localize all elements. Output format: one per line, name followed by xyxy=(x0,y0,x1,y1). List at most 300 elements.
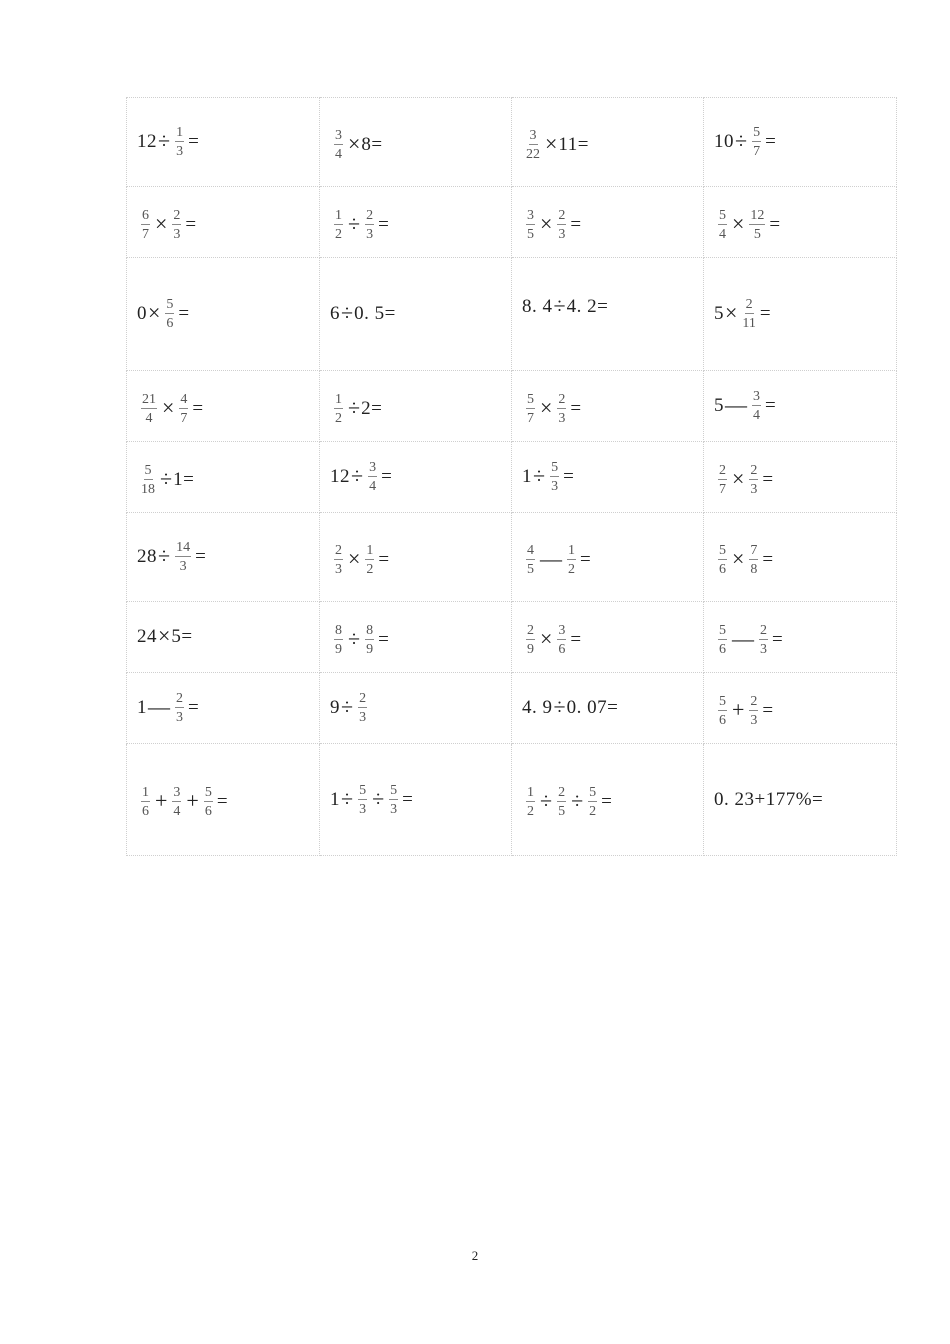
math-expression xyxy=(714,208,781,242)
operator: + xyxy=(155,788,168,813)
number-text: = xyxy=(570,397,582,419)
problem-row xyxy=(127,371,897,442)
fraction xyxy=(557,623,566,657)
number-text: 1 xyxy=(330,788,340,810)
number-text: 4. 9 xyxy=(522,697,553,718)
math-expression xyxy=(330,691,371,725)
fraction xyxy=(141,463,155,497)
fraction xyxy=(175,540,191,574)
number-text: = xyxy=(185,213,197,235)
fraction-numerator: 5 xyxy=(144,462,152,478)
problem-cell xyxy=(320,258,512,371)
fraction-denominator: 18 xyxy=(141,481,155,497)
number-text: = xyxy=(216,791,229,812)
fraction xyxy=(526,392,535,426)
problem-cell xyxy=(512,187,704,258)
problem-row xyxy=(127,513,897,602)
fraction-denominator: 2 xyxy=(568,561,575,577)
number-text: = xyxy=(769,213,781,235)
problem-cell xyxy=(704,258,897,371)
fraction-numerator: 1 xyxy=(568,542,575,558)
operator: × xyxy=(732,210,745,236)
fraction-denominator: 3 xyxy=(359,710,367,725)
number-text: = xyxy=(580,548,592,570)
fraction-denominator: 4 xyxy=(173,804,181,819)
fraction-denominator: 9 xyxy=(527,641,534,657)
fraction xyxy=(365,543,374,577)
number-text: = xyxy=(570,213,582,235)
number-text: = xyxy=(762,548,774,570)
fraction xyxy=(141,785,150,819)
math-expression xyxy=(522,128,589,162)
fraction-numerator: 3 xyxy=(173,785,181,800)
fraction-numerator: 2 xyxy=(719,462,726,478)
number-text: 8= xyxy=(361,133,383,155)
fraction-denominator: 4 xyxy=(719,226,726,242)
operator: ÷ xyxy=(348,394,361,420)
problem-cell xyxy=(704,513,897,602)
fraction xyxy=(172,785,181,819)
problem-cell xyxy=(127,673,320,744)
fraction xyxy=(718,694,727,728)
number-text: = xyxy=(772,628,784,650)
fraction-numerator: 5 xyxy=(589,785,597,800)
fraction-denominator: 3 xyxy=(558,410,566,426)
fraction-denominator: 22 xyxy=(526,146,540,162)
fraction-numerator: 2 xyxy=(558,391,566,407)
problem-cell xyxy=(512,258,704,371)
math-expression xyxy=(137,125,199,159)
fraction-numerator: 5 xyxy=(527,391,534,407)
problem-grid-body xyxy=(127,98,897,856)
fraction xyxy=(204,785,213,819)
fraction-numerator: 8 xyxy=(366,622,374,638)
math-expression xyxy=(522,392,582,426)
operator: × xyxy=(155,210,168,236)
fraction-denominator: 3 xyxy=(335,561,342,577)
problem-row xyxy=(127,98,897,187)
fraction xyxy=(526,543,535,577)
problem-cell xyxy=(320,602,512,673)
fraction-denominator: 7 xyxy=(142,226,149,242)
number-text: = xyxy=(378,628,390,650)
problem-cell xyxy=(127,371,320,442)
math-expression xyxy=(137,624,193,650)
fraction-denominator: 9 xyxy=(366,641,374,657)
math-expression xyxy=(714,694,774,728)
fraction-numerator: 3 xyxy=(558,622,566,638)
fraction xyxy=(749,463,758,497)
fraction xyxy=(175,125,184,159)
problem-cell xyxy=(320,744,512,856)
fraction-denominator: 5 xyxy=(527,226,534,242)
fraction-denominator: 3 xyxy=(359,801,367,817)
fraction xyxy=(334,128,343,162)
operator: ÷ xyxy=(348,210,361,236)
fraction-denominator: 5 xyxy=(558,804,566,819)
math-expression xyxy=(330,543,390,577)
fraction xyxy=(358,783,367,817)
fraction xyxy=(175,691,184,725)
math-expression xyxy=(714,543,774,577)
fraction xyxy=(334,623,343,657)
math-expression xyxy=(137,463,194,497)
math-expression xyxy=(137,540,206,574)
fraction-numerator: 2 xyxy=(335,542,342,558)
fraction xyxy=(759,623,768,657)
fraction-numerator: 5 xyxy=(753,125,761,140)
math-expression xyxy=(714,125,776,159)
fraction xyxy=(165,297,174,331)
operator: ÷ xyxy=(341,694,354,719)
number-text: 9 xyxy=(330,697,340,718)
number-text: = xyxy=(762,699,774,721)
operator: × xyxy=(545,130,558,156)
number-text: 1= xyxy=(173,468,195,490)
fraction xyxy=(179,392,188,426)
fraction xyxy=(718,543,727,577)
number-text: 5 xyxy=(714,395,724,416)
operator: × xyxy=(348,545,361,571)
operator: ÷ xyxy=(341,300,354,325)
number-text: 2= xyxy=(361,397,383,419)
fraction xyxy=(526,208,535,242)
operator: × xyxy=(158,623,171,648)
fraction-numerator: 2 xyxy=(760,622,767,638)
problem-row xyxy=(127,602,897,673)
fraction-numerator: 5 xyxy=(719,207,726,223)
problem-cell xyxy=(127,98,320,187)
operator: ÷ xyxy=(735,128,748,153)
fraction-denominator: 3 xyxy=(366,226,374,242)
fraction-denominator: 5 xyxy=(527,561,534,577)
problem-cell xyxy=(512,744,704,856)
number-text: = xyxy=(192,397,204,419)
number-text: = xyxy=(178,303,190,324)
problem-cell xyxy=(127,744,320,856)
operator: ÷ xyxy=(158,128,171,153)
fraction-numerator: 2 xyxy=(745,297,753,312)
fraction xyxy=(752,125,761,159)
fraction-numerator: 5 xyxy=(166,297,174,312)
number-text: = xyxy=(570,628,582,650)
fraction-denominator: 3 xyxy=(176,144,184,159)
problem-row xyxy=(127,187,897,258)
fraction xyxy=(526,785,535,819)
fraction xyxy=(334,392,343,426)
operator: ÷ xyxy=(158,543,171,568)
operator: ÷ xyxy=(533,463,546,488)
operator: ÷ xyxy=(348,625,361,651)
fraction xyxy=(172,208,181,242)
fraction-numerator: 2 xyxy=(558,207,566,223)
number-text: 5= xyxy=(171,626,193,647)
fraction-numerator: 3 xyxy=(529,127,537,143)
problem-row xyxy=(127,673,897,744)
problem-row xyxy=(127,442,897,513)
fraction-denominator: 3 xyxy=(176,710,183,725)
fraction-numerator: 6 xyxy=(142,207,149,223)
math-expression xyxy=(137,785,228,819)
fraction-denominator: 3 xyxy=(750,481,758,497)
operator: — xyxy=(540,545,562,571)
fraction xyxy=(718,208,727,242)
number-text: = xyxy=(188,131,200,152)
math-expression xyxy=(522,623,582,657)
number-text: 11= xyxy=(558,133,589,155)
fraction xyxy=(718,463,727,497)
fraction xyxy=(557,785,566,819)
number-text: 1 xyxy=(137,697,147,718)
number-text: 4. 2= xyxy=(566,296,609,317)
fraction xyxy=(334,543,343,577)
operator: ÷ xyxy=(540,788,553,813)
fraction-numerator: 5 xyxy=(719,622,726,638)
fraction-denominator: 4 xyxy=(369,479,377,494)
fraction-denominator: 9 xyxy=(335,641,342,657)
fraction-numerator: 2 xyxy=(366,207,374,223)
number-text: = xyxy=(762,468,774,490)
fraction-denominator: 7 xyxy=(527,410,534,426)
number-text: 0. 5= xyxy=(354,303,396,324)
fraction-numerator: 2 xyxy=(750,693,758,709)
operator: × xyxy=(540,625,553,651)
fraction xyxy=(389,783,398,817)
number-text: = xyxy=(601,791,613,812)
number-text: 5 xyxy=(714,303,724,324)
number-text: 1 xyxy=(522,466,532,487)
page-number: 2 xyxy=(471,1248,479,1263)
fraction-denominator: 7 xyxy=(753,144,761,159)
fraction-denominator: 7 xyxy=(719,481,726,497)
fraction xyxy=(749,208,765,242)
operator: — xyxy=(725,392,747,417)
fraction-denominator: 2 xyxy=(527,804,534,819)
fraction-denominator: 4 xyxy=(753,408,760,423)
fraction xyxy=(526,128,540,162)
math-expression xyxy=(330,208,389,242)
problem-cell xyxy=(320,442,512,513)
fraction-denominator: 3 xyxy=(390,801,398,817)
fraction xyxy=(588,785,597,819)
fraction-numerator: 2 xyxy=(176,691,183,706)
fraction-denominator: 8 xyxy=(750,561,758,577)
operator: × xyxy=(540,210,553,236)
number-text: = xyxy=(563,466,575,487)
fraction-denominator: 4 xyxy=(335,146,342,162)
operator: + xyxy=(732,696,745,722)
math-expression xyxy=(522,785,612,819)
fraction-numerator: 14 xyxy=(176,540,191,555)
fraction-denominator: 3 xyxy=(558,226,566,242)
problem-cell xyxy=(320,98,512,187)
operator: × xyxy=(732,465,745,491)
fraction-denominator: 6 xyxy=(719,641,726,657)
problem-cell xyxy=(512,673,704,744)
fraction-numerator: 1 xyxy=(335,207,342,223)
problem-cell xyxy=(512,98,704,187)
problem-cell xyxy=(320,187,512,258)
operator: × xyxy=(348,130,361,156)
fraction-numerator: 3 xyxy=(335,127,342,143)
operator: — xyxy=(732,625,754,651)
fraction xyxy=(567,543,576,577)
math-expression xyxy=(714,463,774,497)
fraction-denominator: 3 xyxy=(760,641,767,657)
number-text: = xyxy=(765,131,777,152)
fraction-numerator: 5 xyxy=(390,782,398,798)
fraction-numerator: 2 xyxy=(750,462,758,478)
operator: × xyxy=(725,300,738,325)
fraction-denominator: 6 xyxy=(719,561,726,577)
problem-cell xyxy=(127,513,320,602)
fraction-numerator: 2 xyxy=(359,691,367,706)
operator: × xyxy=(148,300,161,325)
fraction xyxy=(742,297,755,331)
number-text: = xyxy=(381,466,393,487)
math-expression xyxy=(330,623,389,657)
operator: × xyxy=(162,394,175,420)
problem-row xyxy=(127,744,897,856)
math-expression xyxy=(522,543,591,577)
operator: × xyxy=(540,394,553,420)
number-text: = xyxy=(759,303,772,324)
fraction-numerator: 1 xyxy=(335,391,342,407)
fraction-numerator: 8 xyxy=(335,622,342,638)
fraction-denominator: 3 xyxy=(551,479,559,494)
fraction xyxy=(334,208,343,242)
operator: × xyxy=(732,545,745,571)
problem-row xyxy=(127,258,897,371)
operator: ÷ xyxy=(351,463,364,488)
problem-cell xyxy=(704,442,897,513)
fraction-denominator: 4 xyxy=(145,410,153,426)
fraction-numerator: 3 xyxy=(753,389,760,404)
fraction-denominator: 2 xyxy=(589,804,597,819)
problem-cell xyxy=(127,442,320,513)
fraction-numerator: 1 xyxy=(142,785,149,800)
math-expression xyxy=(137,208,197,242)
math-expression xyxy=(330,128,383,162)
operator: ÷ xyxy=(372,785,385,811)
problem-cell xyxy=(320,673,512,744)
problem-cell xyxy=(320,371,512,442)
problem-cell xyxy=(704,673,897,744)
problem-cell xyxy=(704,98,897,187)
fraction-denominator: 3 xyxy=(173,226,181,242)
number-text: 12 xyxy=(137,131,157,152)
number-text: 8. 4 xyxy=(522,296,553,317)
fraction-denominator: 5 xyxy=(753,226,761,242)
math-expression xyxy=(714,789,823,811)
math-expression xyxy=(330,301,396,327)
math-expression xyxy=(137,691,199,725)
fraction-numerator: 7 xyxy=(750,542,758,558)
fraction-numerator: 5 xyxy=(359,782,367,798)
math-expression xyxy=(330,783,413,817)
fraction-numerator: 2 xyxy=(527,622,534,638)
problem-cell xyxy=(512,602,704,673)
fraction-numerator: 2 xyxy=(558,785,566,800)
fraction-denominator: 11 xyxy=(742,316,756,331)
fraction-denominator: 3 xyxy=(750,712,758,728)
fraction xyxy=(749,694,758,728)
number-text: 0 xyxy=(137,303,147,324)
problem-cell xyxy=(320,513,512,602)
number-text: = xyxy=(402,788,414,810)
number-text: 0. 07= xyxy=(566,697,619,718)
number-text: 6 xyxy=(330,303,340,324)
operator: ÷ xyxy=(571,788,584,813)
operator: — xyxy=(148,694,170,719)
problem-cell xyxy=(704,371,897,442)
fraction-numerator: 5 xyxy=(719,693,726,709)
fraction-denominator: 3 xyxy=(179,559,187,574)
operator: ÷ xyxy=(160,465,173,491)
fraction xyxy=(749,543,758,577)
fraction xyxy=(752,389,761,423)
math-expression xyxy=(522,460,574,494)
problem-cell xyxy=(127,602,320,673)
fraction-numerator: 5 xyxy=(204,785,212,800)
number-text: = xyxy=(378,213,390,235)
fraction xyxy=(718,623,727,657)
number-text: 24 xyxy=(137,626,157,647)
fraction-numerator: 1 xyxy=(527,785,534,800)
fraction-numerator: 5 xyxy=(719,542,726,558)
math-expression xyxy=(522,208,582,242)
number-text: = xyxy=(188,697,200,718)
problem-cell xyxy=(704,187,897,258)
fraction xyxy=(526,623,535,657)
fraction-numerator: 1 xyxy=(366,542,374,558)
problem-cell xyxy=(704,744,897,856)
number-text: 10 xyxy=(714,131,734,152)
fraction xyxy=(550,460,559,494)
fraction-numerator: 4 xyxy=(180,391,188,407)
math-expression xyxy=(714,297,771,331)
problem-grid xyxy=(126,97,897,856)
math-expression xyxy=(137,297,190,331)
math-expression xyxy=(137,392,204,426)
fraction xyxy=(141,208,150,242)
fraction-numerator: 4 xyxy=(527,542,534,558)
fraction xyxy=(358,691,367,725)
fraction xyxy=(368,460,377,494)
number-text: 28 xyxy=(137,546,157,567)
math-expression xyxy=(714,623,783,657)
problem-cell xyxy=(127,258,320,371)
fraction-denominator: 6 xyxy=(204,804,212,819)
number-text: = xyxy=(195,546,207,567)
number-text: 0. 23+177%= xyxy=(714,788,824,810)
fraction xyxy=(365,208,374,242)
fraction-denominator: 6 xyxy=(719,712,726,728)
problem-cell xyxy=(127,187,320,258)
fraction xyxy=(141,392,157,426)
fraction-numerator: 2 xyxy=(173,207,181,223)
operator: + xyxy=(186,788,199,813)
fraction-denominator: 2 xyxy=(335,410,342,426)
operator: ÷ xyxy=(553,293,566,318)
problem-cell xyxy=(512,513,704,602)
fraction-numerator: 12 xyxy=(750,207,765,223)
math-expression xyxy=(330,392,382,426)
problem-cell xyxy=(512,371,704,442)
math-expression xyxy=(522,294,608,320)
fraction xyxy=(365,623,374,657)
problem-cell xyxy=(512,442,704,513)
